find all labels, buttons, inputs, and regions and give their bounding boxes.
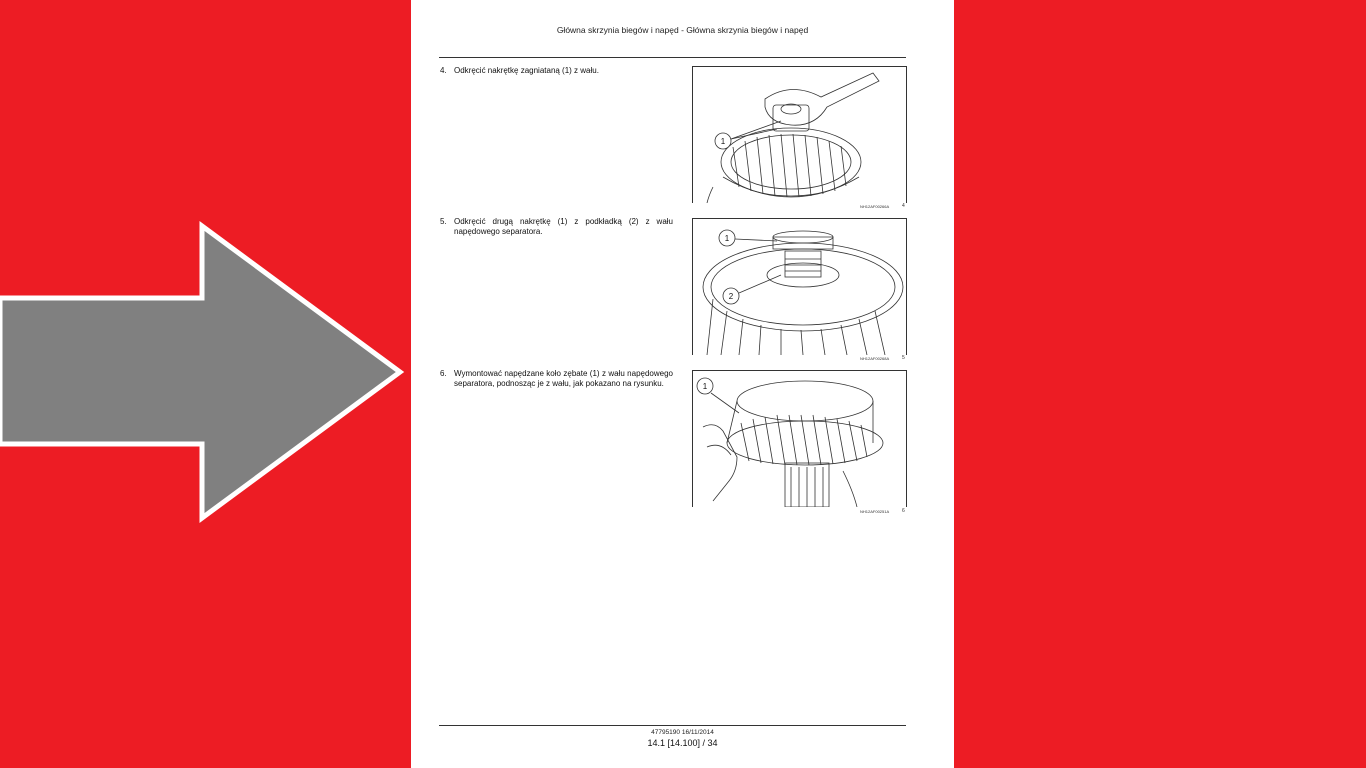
figure-number: 5 xyxy=(902,355,905,361)
figure-code: NH12AF00268A xyxy=(860,356,890,361)
step-text: Odkręcić nakrętkę zagniataną (1) z wału. xyxy=(454,66,599,75)
header-divider xyxy=(439,57,906,58)
figure-number: 6 xyxy=(902,508,905,514)
step-text: Wymontować napędzane koło zębate (1) z wału napędowego separatora, podnosząc je z wału, jak pokazano na rysunku. xyxy=(454,369,673,388)
manual-page xyxy=(411,0,954,768)
gear-removal-drawing xyxy=(693,371,906,507)
step-number: 6. xyxy=(440,369,447,378)
right-arrow-icon xyxy=(0,0,410,768)
callout-label: 1 xyxy=(702,382,708,391)
callout-label: 1 xyxy=(724,234,730,243)
step-number: 5. xyxy=(440,217,447,226)
figure-number: 4 xyxy=(902,203,905,209)
page-header-title: Główna skrzynia biegów i napęd - Główna skrzynia biegów i napęd xyxy=(556,25,809,35)
footer-divider xyxy=(439,725,906,726)
step-text: Odkręcić drugą nakrętkę (1) z podkładką (2) z wału napędowego separatora. xyxy=(454,217,673,236)
figure-4-illustration xyxy=(692,66,907,203)
step-number: 4. xyxy=(440,66,447,75)
page-number: 14.1 [14.100] / 34 xyxy=(647,738,718,748)
figure-5-illustration xyxy=(692,218,907,355)
step-6 xyxy=(440,369,673,389)
figure-code: NH12AF00251A xyxy=(860,509,890,514)
step-5 xyxy=(440,217,673,237)
callout-label: 2 xyxy=(728,292,734,301)
nut-and-washer-drawing xyxy=(693,219,906,355)
step-4 xyxy=(440,66,673,76)
figure-code: NH12AF00266A xyxy=(860,204,890,209)
callout-label: 1 xyxy=(720,137,726,146)
wrench-on-nut-drawing xyxy=(693,67,906,203)
figure-6-illustration xyxy=(692,370,907,507)
document-id: 47795190 16/11/2014 xyxy=(651,729,714,736)
